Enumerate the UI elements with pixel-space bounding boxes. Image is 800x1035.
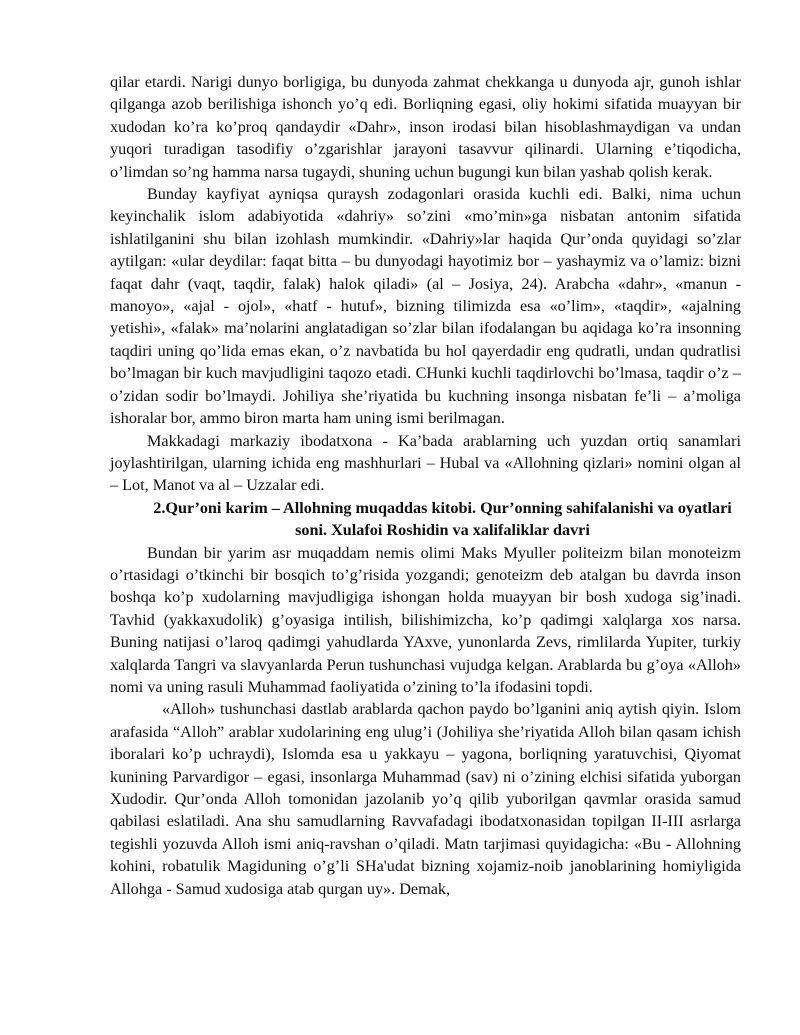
- paragraph-2: Bunday kayfiyat ayniqsa quraysh zodagonlari orasida kuchli edi. Balki, nima uchun keyinchalik islom adabiyotida «dahriy» so’zini «mo’min»ga nisbatan antonim sifatida ishlatilganini shu bilan izohlash mumkindir. «Dahriy»lar haqida Qur’onda quyidagi so’zlar aytilgan: «ular deydilar: faqat bitta – bu dunyodagi hayotimiz bor – yashaymiz va o’lamiz: bizni faqat dahr (vaqt, taqdir, falak) halok qiladi» (al – Josiya, 24). Arabcha «dahr», «manun - manoyo», «ajal - ojol», «hatf - hutuf», bizning tilimizda esa «o’lim», «taqdir», «ajalning yetishi», «falak» ma’nolarini anglatadigan so’zlar bilan ifodalangan bu aqidaga ko’ra insonning taqdiri uning qo’lida emas ekan, o’z navbatida bu hol qayerdadir eng qudratli, undan qudratlisi bo’lmagan bir kuch mavjudligini taqozo etadi. CHunki kuchli taqdirlovchi bo’lmasa, taqdir o’z – o’zidan sodir bo’lmaydi. Johiliya she’riyatida bu kuchning insonga nisbatan fe’li – a’moliga ishoralar bor, ammo biron marta ham uning ismi berilmagan.: [110, 185, 741, 428]
- paragraph-1: qilar etardi. Narigi dunyo borligiga, bu dunyoda zahmat chekkanga u dunyoda ajr, gunoh ishlar qilganga azob berilishiga ishonch yo’q edi. Borliqning egasi, oliy hokimi sifatida muayyan bir xudodan ko’ra ko’proq qandaydir «Dahr», inson irodasi bilan hisoblashmaydigan va undan yuqori turadigan tasodifiy o’zgarishlar jarayoni tasavvur qilinardi. Ularning e’tiqodicha, o’limdan so’ng hamma narsa tugaydi, shuning uchun bugungi kun bilan yashab qolish kerak.: [110, 73, 741, 181]
- document-page: [110, 71, 741, 900]
- paragraph-3: Makkadagi markaziy ibodatxona - Ka’bada arablarning uch yuzdan ortiq sanamlari joylashtirilgan, ularning ichida eng mashhurlari – Hubal va «Allohning qizlari» nomini olgan al – Lot, Manot va al – Uzzalar edi.: [110, 431, 741, 495]
- paragraph-5: «Alloh» tushunchasi dastlab arablarda qachon paydo bo’lganini aniq aytish qiyin. Islom arafasida “Alloh” arablar xudolarining eng ulug’i (Johiliya she’riyatida Alloh bilan qasam ichish iboralari ko’p uchraydi), Islomda esa u yakkayu – yagona, borliqning yaratuvchisi, Qiyomat kunining Parvardigor – egasi, insonlarga Muhammad (sav) ni o’zining elchisi sifatida yuborgan Xudodir. Qur’onda Alloh tomonidan jazolanib yo’q qilib yuborilgan qavmlar orasida samud qabilasi eslatiladi. Ana shu samudlarning Ravvafadagi ibodatxonasidan topilgan II-III asrlarga tegishli yozuvda Alloh ismi aniq-ravshan o’qiladi. Matn tarjimasi quyidagicha: «Bu - Allohning kohini, robatulik Magiduning o’g’li SHa'udat bizning xojamiz-noib janoblarining homiyligida Allohga - Samud xudosiga atab qurgan uy». Demak,: [110, 700, 741, 898]
- paragraph-4: Bundan bir yarim asr muqaddam nemis olimi Maks Myuller politeizm bilan monoteizm o’rtasidagi o’tkinchi bir bosqich to’g’risida yozgandi; genoteizm deb atalgan bu davrda inson boshqa ko’p xudolarning mavjudligiga ishongan holda muayyan bir bosh xudoga sig’inadi. Tavhid (yakkaxudolik) g’oyasiga intilish, bilishimizcha, ko’p qadimgi xalqlarga xos narsa. Buning natijasi o’laroq qadimgi yahudlarda YAxve, yunonlarda Zevs, rimlilarda Yupiter, turkiy xalqlarda Tangri va slavyanlarda Perun tushunchasi vujudga kelgan. Arablarda bu g’oya «Alloh» nomi va uning rasuli Muhammad faoliyatida o’zining to’la ifodasini topdi.: [110, 543, 741, 696]
- section-heading: 2.Qur’oni karim – Allohning muqaddas kitobi. Qur’onning sahifalanishi va oyatlari soni. Xulafoi Roshidin va xalifaliklar davri: [153, 498, 732, 540]
